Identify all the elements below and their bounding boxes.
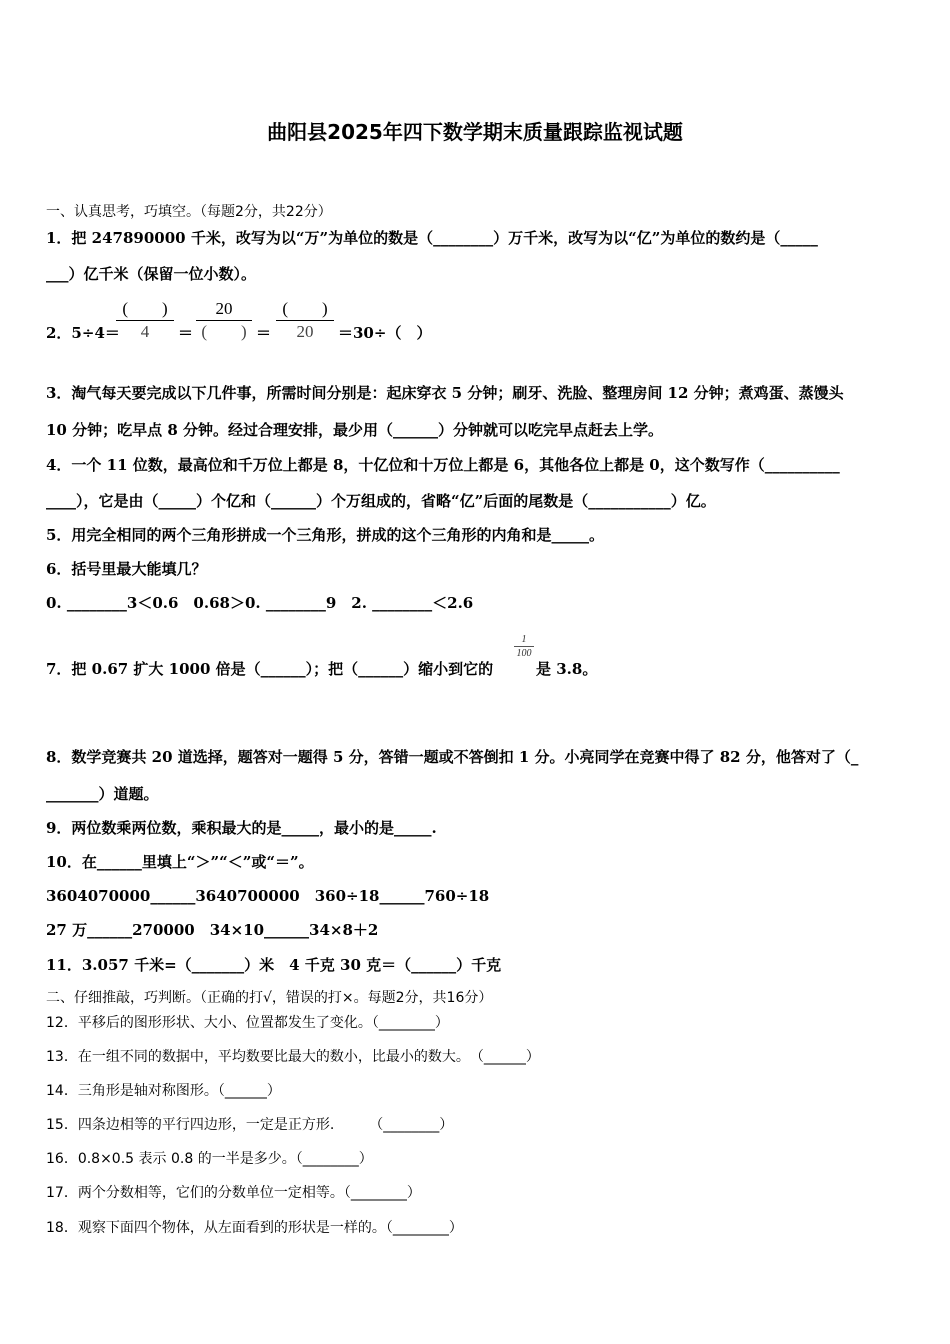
question-7-suffix: 是 3.8。	[536, 660, 598, 678]
question-3-line-1: 3．淘气每天要完成以下几件事，所需时间分别是：起床穿衣 5 分钟；刷牙、洗脸、整理房间 12 分钟；煮鸡蛋、蒸馒头	[46, 384, 844, 402]
question-13: 13．在一组不同的数据中，平均数要比最大的数小，比最小的数大。 （______）	[46, 1049, 540, 1065]
equals-sign-1: ＝	[178, 324, 194, 342]
small-fraction	[514, 634, 534, 659]
fraction-3-denominator: 20	[296, 322, 314, 341]
question-17: 17．两个分数相等，它们的分数单位一定相等。（________）	[46, 1185, 421, 1201]
question-2-prefix: 2．5÷4＝	[46, 324, 120, 342]
question-8-line-2: _______）道题。	[46, 785, 159, 803]
question-3-line-2: 10 分钟；吃早点 8 分钟。经过合理安排，最少用（______）分钟就可以吃完早点赶去上学。	[46, 421, 663, 439]
equals-sign-2: ＝	[256, 324, 272, 342]
page-title: 曲阳县2025年四下数学期末质量跟踪监视试题	[267, 120, 683, 144]
fraction-2-denominator: ( )	[201, 322, 247, 341]
question-11: 11．3.057 千米=（_______）米 4 千克 30 克＝（______）千克	[46, 956, 502, 974]
question-18: 18．观察下面四个物体，从左面看到的形状是一样的。（________）	[46, 1220, 463, 1236]
question-6: 6．括号里最大能填几？	[46, 560, 207, 578]
fraction-1	[116, 298, 174, 343]
question-2-suffix: ＝30÷（ ）	[338, 324, 432, 342]
small-fraction-numerator: 1	[521, 634, 527, 645]
question-5: 5．用完全相同的两个三角形拼成一个三角形，拼成的这个三角形的内角和是_____。	[46, 526, 604, 544]
section-1-heading: 一、认真思考，巧填空。（每题2分，共22分）	[46, 204, 332, 220]
fraction-2-numerator: 20	[215, 299, 233, 318]
fraction-1-numerator: ( )	[122, 299, 168, 318]
fraction-2	[196, 298, 252, 343]
question-9: 9．两位数乘两位数，乘积最大的是_____，最小的是_____.	[46, 819, 437, 837]
question-12: 12．平移后的图形形状、大小、位置都发生了变化。（________）	[46, 1015, 449, 1031]
question-10-row-2: 27 万______270000 34×10______34×8＋2	[46, 921, 379, 939]
section-2-heading: 二、仔细推敲，巧判断。（正确的打√，错误的打×。每题2分，共16分）	[46, 990, 493, 1006]
question-4-line-1: 4．一个 11 位数，最高位和千万位上都是 8，十亿位和十万位上都是 6，其他各位上都是 0，这个数写作（__________	[46, 456, 840, 474]
question-8-line-1: 8．数学竞赛共 20 道选择，题答对一题得 5 分，答错一题或不答倒扣 1 分。小亮同学在竞赛中得了 82 分，他答对了（_	[46, 748, 859, 766]
fraction-1-denominator: 4	[140, 322, 150, 341]
question-6-blanks: 0. ________3＜0.6 0.68＞0. ________9 2. ________＜2.6	[46, 594, 474, 612]
question-1-line-1: 1．把 247890000 千米，改写为以“万”为单位的数是（________）万千米，改写为以“亿”为单位的数约是（_____	[46, 229, 818, 247]
small-fraction-bar	[514, 646, 534, 647]
fraction-3	[276, 298, 334, 343]
question-10: 10．在______里填上“＞”“＜”或“＝”。	[46, 853, 314, 871]
small-fraction-denominator: 100	[516, 648, 532, 659]
question-10-row-1: 3604070000______3640700000 360÷18______760÷18	[46, 887, 490, 905]
question-14: 14．三角形是轴对称图形。（______）	[46, 1083, 281, 1099]
question-16: 16．0.8×0.5 表示 0.8 的一半是多少。（________）	[46, 1151, 373, 1167]
question-1-line-2: ___）亿千米（保留一位小数）。	[46, 265, 257, 283]
fraction-3-numerator: ( )	[282, 299, 328, 318]
question-7-text: 7．把 0.67 扩大 1000 倍是（______）；把（______）缩小到它的	[46, 660, 494, 678]
question-15: 15．四条边相等的平行四边形，一定是正方形. （________）	[46, 1117, 454, 1133]
question-4-line-2: ____），它是由（_____）个亿和（______）个万组成的，省略“亿”后面的尾数是（___________）亿。	[46, 492, 716, 510]
